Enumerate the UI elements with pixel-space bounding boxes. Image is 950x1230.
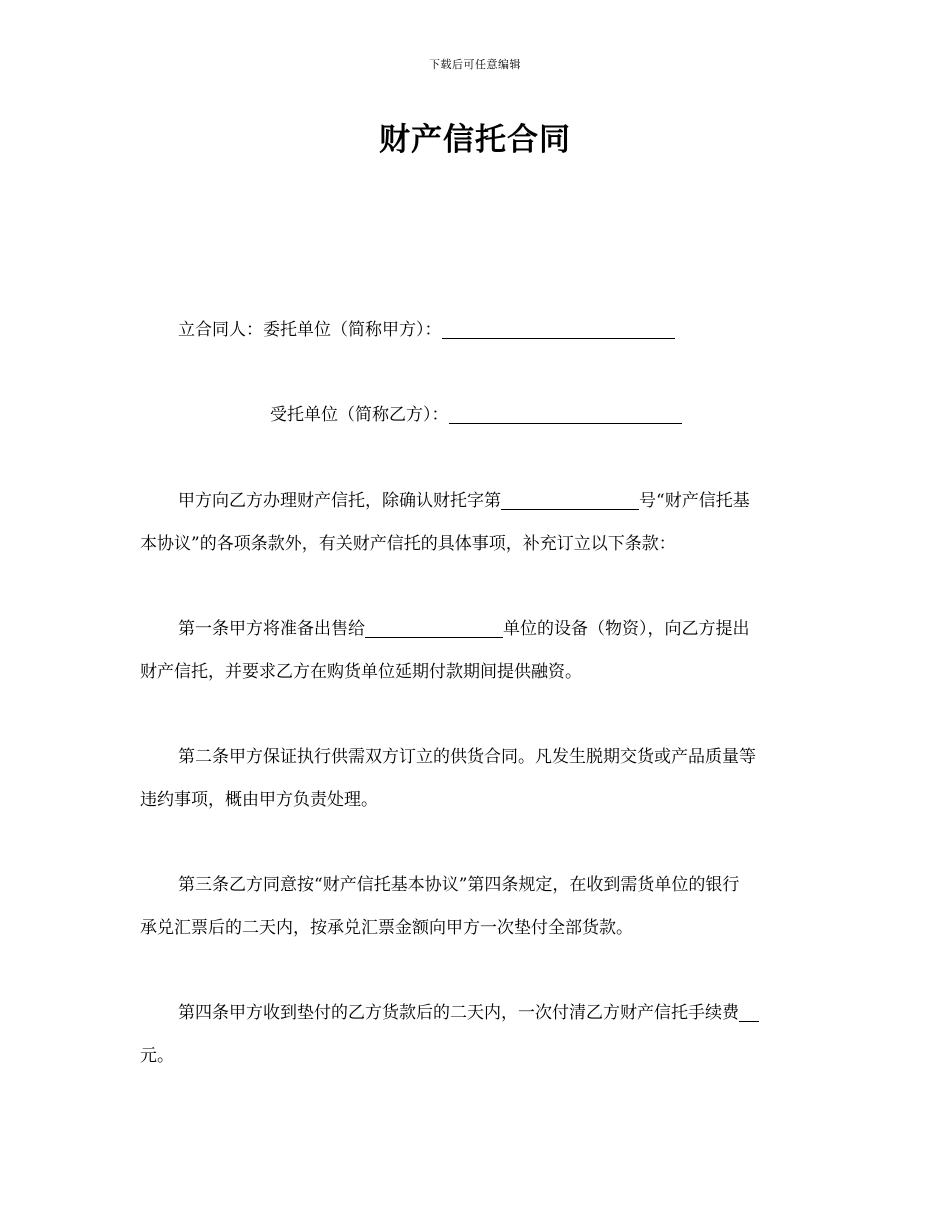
trust-number-blank — [501, 492, 639, 510]
article-4-line-2: 元。 — [140, 1046, 174, 1066]
fee-amount-blank — [739, 1004, 759, 1022]
party-b-line — [270, 403, 682, 427]
article-1-line-2: 财产信托，并要求乙方在购货单位延期付款期间提供融资。 — [140, 662, 582, 682]
article-4-text: 第四条甲方收到垫付的乙方货款后的二天内，一次付清乙方财产信托手续费 — [178, 1003, 739, 1023]
intro-text-after: 号“财产信托基 — [639, 491, 750, 511]
intro-line-1 — [178, 489, 750, 513]
header-note: 下载后可任意编辑 — [429, 58, 521, 71]
article-1-text-before: 第一条甲方将准备出售给 — [178, 619, 365, 639]
article-4-line-1 — [178, 1001, 759, 1025]
article-3-line-2: 承兑汇票后的二天内，按承兑汇票金额向甲方一次垫付全部货款。 — [140, 918, 633, 938]
party-b-label: 受托单位（简称乙方）： — [270, 405, 449, 425]
article-1-text-after: 单位的设备（物资），向乙方提出 — [503, 619, 750, 639]
article-2-line-1: 第二条甲方保证执行供需双方订立的供货合同。凡发生脱期交货或产品质量等 — [178, 747, 756, 767]
party-a-label: 立合同人：委托单位（简称甲方）： — [178, 320, 442, 340]
party-a-line — [178, 318, 675, 342]
intro-text-before: 甲方向乙方办理财产信托，除确认财托字第 — [178, 491, 501, 511]
article-2-line-2: 违约事项，概由甲方负责处理。 — [140, 790, 378, 810]
party-b-blank — [449, 406, 682, 424]
intro-line-2: 本协议”的各项条款外，有关财产信托的具体事项，补充订立以下条款： — [140, 534, 676, 554]
article-3-line-1: 第三条乙方同意按“财产信托基本协议”第四条规定，在收到需货单位的银行 — [178, 875, 740, 895]
party-a-blank — [442, 321, 675, 339]
buyer-unit-blank — [365, 620, 503, 638]
article-1-line-1 — [178, 617, 750, 641]
document-title: 财产信托合同 — [379, 122, 571, 158]
